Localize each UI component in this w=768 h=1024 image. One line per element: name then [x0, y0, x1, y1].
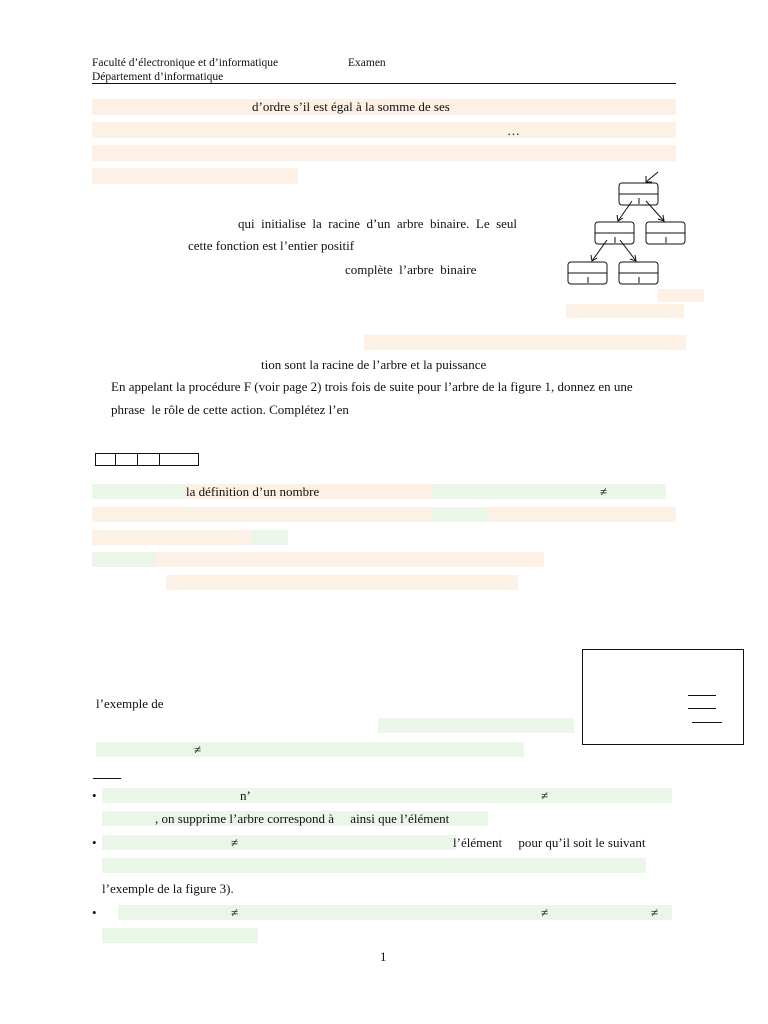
bullet-1-text-c: , on supprime l’arbre correspond à ainsi que l’élément — [155, 811, 450, 826]
text-line-1: d’ordre s’il est égal à la somme de ses — [252, 99, 450, 114]
page-number: 1 — [380, 949, 387, 964]
highlight-band — [156, 552, 544, 567]
array-figure — [95, 453, 199, 466]
highlight-band — [488, 507, 676, 522]
binary-tree-figure — [562, 168, 712, 293]
highlight-band — [252, 530, 288, 545]
not-equal-sign: ≠ — [541, 905, 549, 920]
fraction-line — [692, 722, 722, 723]
text-line-6: tion sont la racine de l’arbre et la puissance — [261, 357, 487, 372]
header-faculty: Faculté d’électronique et d’informatique — [92, 57, 279, 69]
highlight-band — [166, 575, 518, 590]
fraction-line — [688, 708, 716, 709]
text-line-3: qui initialise la racine d’un arbre binaire. Le seul — [238, 216, 518, 231]
highlight-band — [378, 718, 574, 733]
root-pointer-arrow — [646, 172, 658, 182]
bullet: • — [92, 905, 97, 920]
text-line-2: … — [507, 123, 520, 138]
array-cell-divider — [159, 454, 160, 465]
header-exam: Examen — [348, 57, 386, 69]
text-line-7: En appelant la procédure F (voir page 2) trois fois de suite pour l’arbre de la figure 1, donnez en une — [111, 379, 633, 394]
highlight-band — [364, 335, 686, 350]
not-equal-sign: ≠ — [600, 484, 608, 499]
bullet: • — [92, 835, 97, 850]
figure-box — [582, 649, 744, 745]
short-rule — [93, 778, 121, 779]
highlight-band — [92, 530, 252, 545]
highlight-band — [102, 928, 258, 943]
not-equal-sign: ≠ — [541, 788, 549, 803]
highlight-band — [102, 835, 456, 850]
text-line-10: l’exemple de — [96, 696, 164, 711]
not-equal-sign: ≠ — [194, 742, 202, 757]
bullet-2-text-c: l’exemple de la figure 3). — [102, 881, 234, 896]
highlight-band — [92, 552, 156, 567]
highlight-band — [92, 484, 186, 499]
bullet-1-text-a: n’ — [240, 788, 251, 803]
array-cell-divider — [115, 454, 116, 465]
text-line-8: phrase le rôle de cette action. Complétez l’en — [111, 402, 349, 417]
bullet-2-text-b: l’élément pour qu’il soit le suivant — [453, 835, 646, 850]
tree-edge — [592, 240, 607, 261]
header-department: Département d’informatique — [92, 71, 224, 83]
highlight-band — [92, 145, 676, 161]
highlight-band — [92, 507, 432, 522]
text-line-4: cette fonction est l’entier positif — [188, 238, 355, 253]
not-equal-sign: ≠ — [231, 905, 239, 920]
not-equal-sign: ≠ — [231, 835, 239, 850]
tree-edge — [646, 201, 664, 221]
fraction-line — [688, 695, 716, 696]
highlight-band — [102, 858, 646, 873]
highlight-band — [102, 788, 672, 803]
header-rule — [92, 83, 676, 84]
highlight-band — [96, 742, 524, 757]
bullet: • — [92, 788, 97, 803]
not-equal-sign: ≠ — [651, 905, 659, 920]
highlight-band — [432, 484, 666, 499]
highlight-band — [92, 168, 298, 184]
highlight-band — [92, 122, 676, 138]
highlight-band — [118, 905, 672, 920]
highlight-band — [432, 507, 488, 522]
text-line-9: la définition d’un nombre — [186, 484, 320, 499]
array-cell-divider — [137, 454, 138, 465]
highlight-band — [566, 304, 684, 318]
text-line-5: complète l’arbre binaire — [345, 262, 477, 277]
